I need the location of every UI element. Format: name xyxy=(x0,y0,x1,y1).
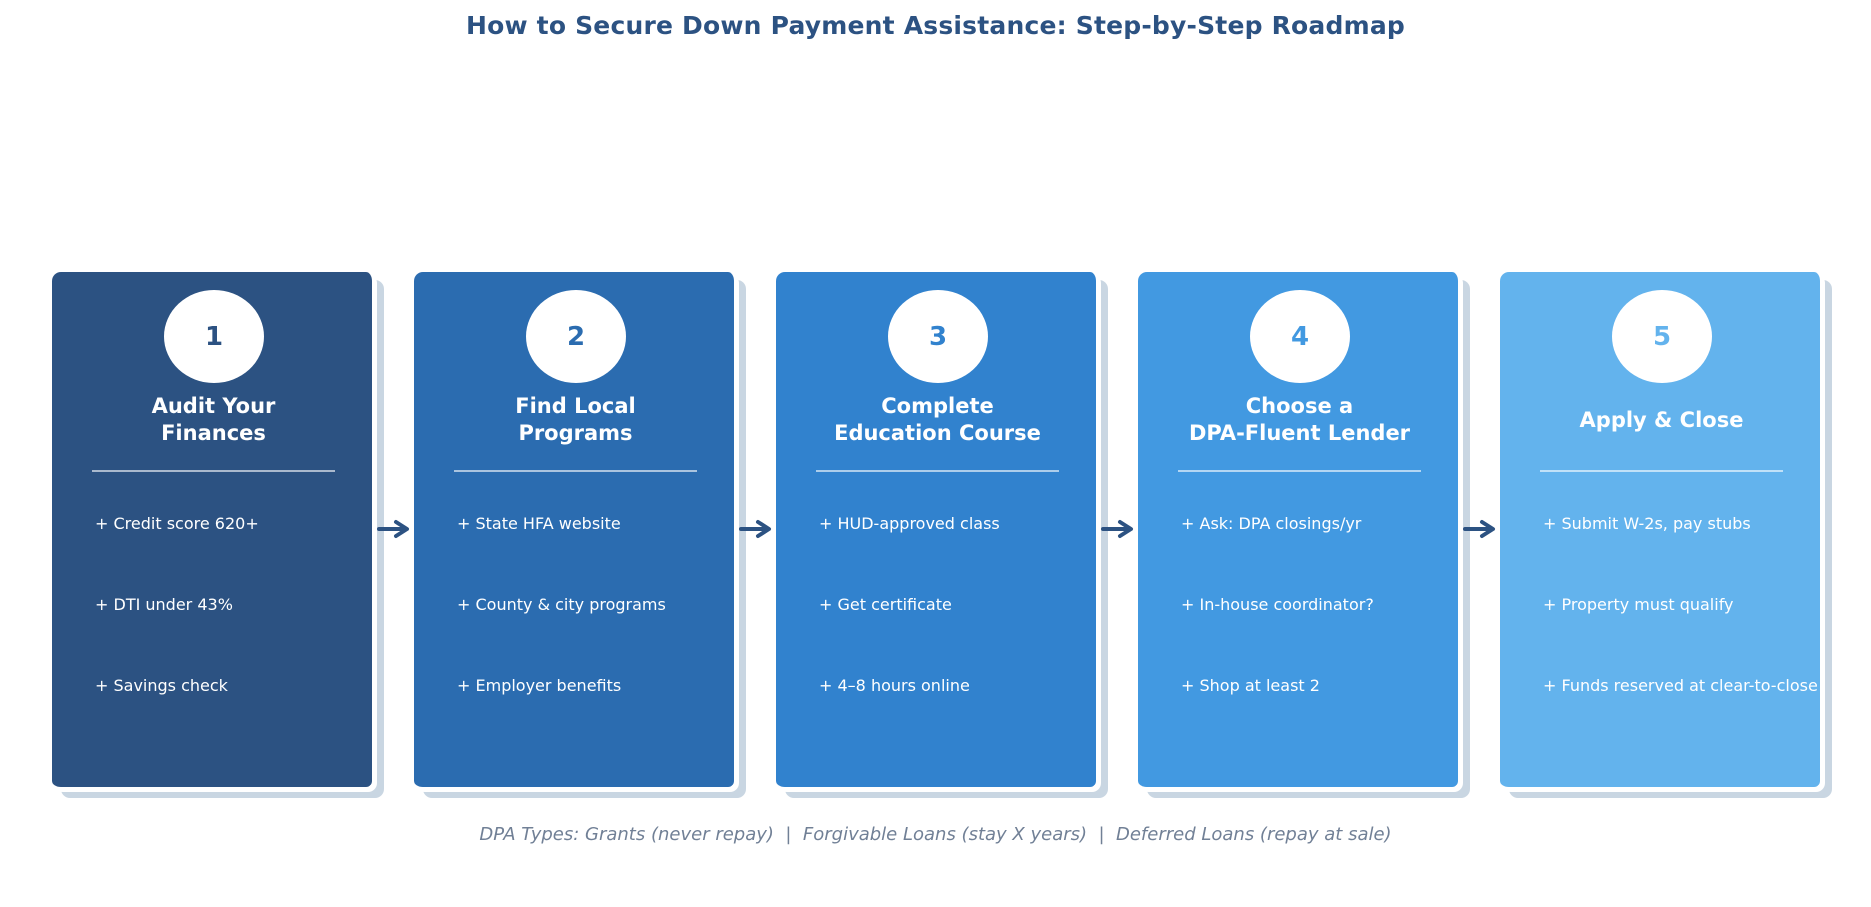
step-card-2 xyxy=(414,272,737,790)
step-arrow-icon xyxy=(1463,519,1497,539)
step-card-body xyxy=(414,272,737,790)
step-card-5 xyxy=(1500,272,1823,790)
step-divider xyxy=(1178,470,1421,472)
step-checklist-item: + County & city programs xyxy=(457,595,666,614)
step-checklist-item: + Funds reserved at clear-to-close xyxy=(1543,676,1818,695)
step-title: Find Local Programs xyxy=(515,394,636,445)
step-divider xyxy=(816,470,1059,472)
step-checklist-item: + Credit score 620+ xyxy=(95,514,259,533)
step-checklist-item: + Savings check xyxy=(95,676,228,695)
step-checklist-item: + Property must qualify xyxy=(1543,595,1734,614)
step-checklist-item: + HUD-approved class xyxy=(819,514,1000,533)
step-title: Audit Your Finances xyxy=(151,394,276,445)
step-checklist-item: + Submit W-2s, pay stubs xyxy=(1543,514,1751,533)
step-checklist-item: + 4–8 hours online xyxy=(819,676,970,695)
step-card-1 xyxy=(52,272,375,790)
step-arrow-icon xyxy=(1101,519,1135,539)
dpa-types-footer: DPA Types: Grants (never repay) | Forgivable Loans (stay X years) | Deferred Loans (repay at sale) xyxy=(479,824,1392,845)
step-checklist-item: + Employer benefits xyxy=(457,676,622,695)
step-number-badge: 3 xyxy=(888,290,988,383)
step-divider xyxy=(454,470,697,472)
step-number-badge: 4 xyxy=(1250,290,1350,383)
step-divider xyxy=(1540,470,1783,472)
step-checklist-item: + DTI under 43% xyxy=(95,595,233,614)
step-title: Choose a DPA-Fluent Lender xyxy=(1188,394,1411,445)
step-arrow-icon xyxy=(377,519,411,539)
step-number-badge: 2 xyxy=(526,290,626,383)
step-checklist-item: + Ask: DPA closings/yr xyxy=(1181,514,1362,533)
step-checklist-item: + Get certificate xyxy=(819,595,952,614)
step-card-body xyxy=(1138,272,1461,790)
step-arrow-icon xyxy=(739,519,773,539)
step-title: Apply & Close xyxy=(1579,407,1744,432)
step-card-body xyxy=(776,272,1099,790)
step-checklist-item: + Shop at least 2 xyxy=(1181,676,1320,695)
step-number-badge: 5 xyxy=(1612,290,1712,383)
step-title: Complete Education Course xyxy=(834,394,1041,445)
step-card-body xyxy=(1500,272,1823,790)
step-checklist-item: + State HFA website xyxy=(457,514,621,533)
step-card-body xyxy=(52,272,375,790)
step-number-badge: 1 xyxy=(164,290,264,383)
step-card-4 xyxy=(1138,272,1461,790)
step-divider xyxy=(92,470,335,472)
page-title: How to Secure Down Payment Assistance: Step-by-Step Roadmap xyxy=(465,11,1406,40)
step-card-3 xyxy=(776,272,1099,790)
step-checklist-item: + In-house coordinator? xyxy=(1181,595,1374,614)
